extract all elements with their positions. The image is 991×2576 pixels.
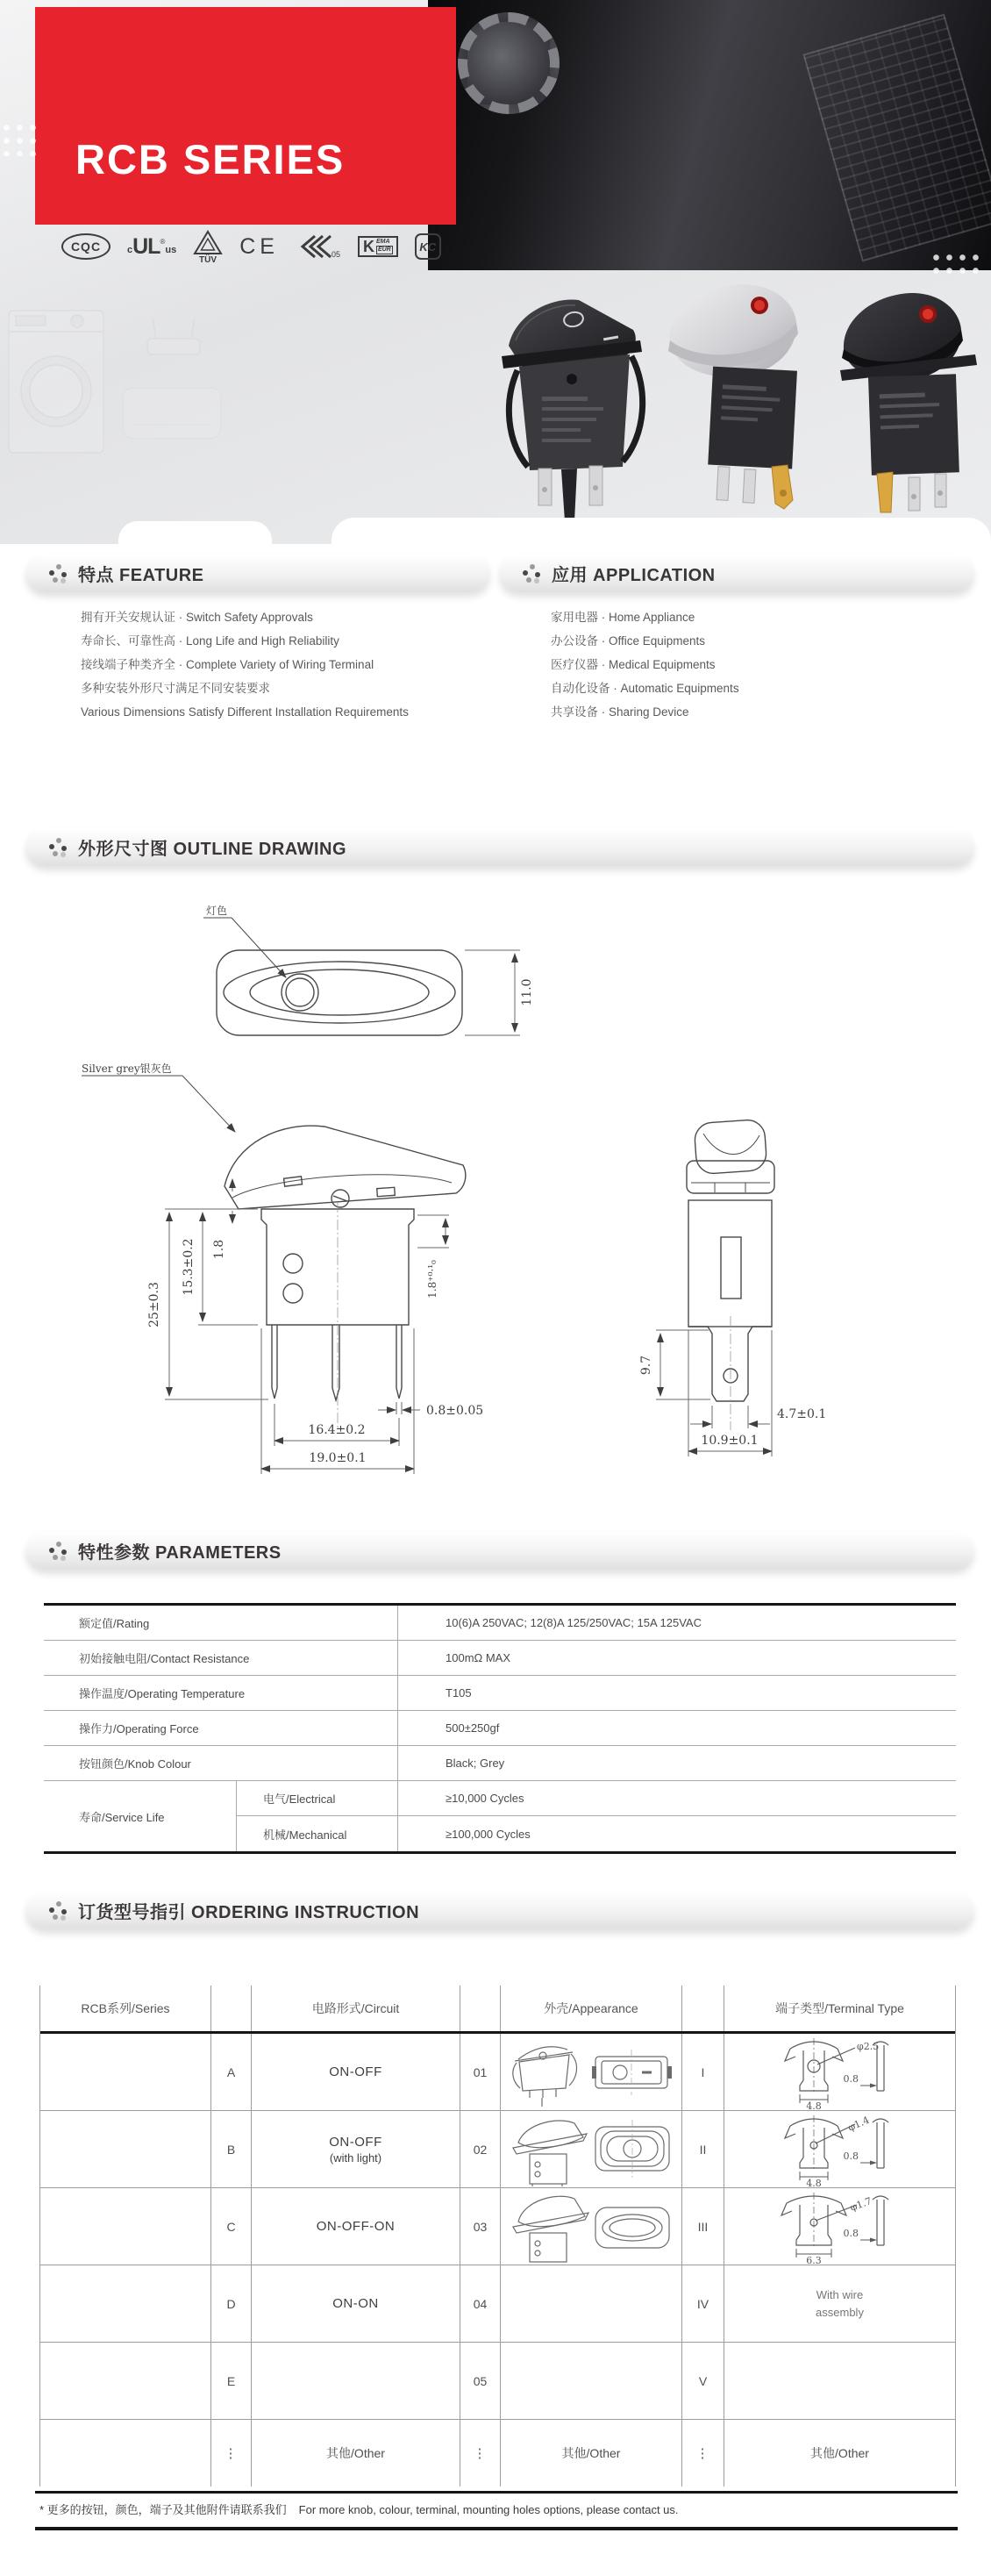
top-view-drawing xyxy=(217,950,462,1035)
table-row xyxy=(40,2034,955,2111)
series-cell xyxy=(40,2111,211,2187)
dim-97: 9.7 xyxy=(639,1355,653,1376)
parameters-title: 特性参数 PARAMETERS xyxy=(78,1542,282,1563)
table-header-row xyxy=(40,1986,955,2034)
code-cell: D xyxy=(211,2265,252,2342)
cert-cqc-logo: CQC xyxy=(61,233,111,260)
num-cell: 01 xyxy=(460,2034,501,2110)
feature-list xyxy=(81,605,409,724)
table-row xyxy=(40,2265,955,2343)
svg-text:φ2.5: φ2.5 xyxy=(856,2040,879,2052)
appearance-cell xyxy=(501,2111,682,2187)
table-row xyxy=(44,1711,956,1746)
gear-photo xyxy=(458,12,560,114)
series-cell xyxy=(40,2188,211,2265)
application-section-header xyxy=(500,555,973,591)
param-value: 100mΩ MAX xyxy=(446,1651,511,1664)
feature-item: 接线端子种类齐全 · Complete Variety of Wiring Terminal xyxy=(81,658,374,671)
feature-item: Various Dimensions Satisfy Different Installation Requirements xyxy=(81,705,409,719)
series-cell xyxy=(40,2265,211,2342)
param-label: 操作力/Operating Force xyxy=(44,1711,398,1745)
svg-text:05: 05 xyxy=(331,250,340,259)
appearance-cell xyxy=(501,2265,682,2342)
footer-rule-bottom xyxy=(35,2527,958,2530)
appearance-drawing-on-off-on xyxy=(508,2190,674,2264)
table-row xyxy=(237,1816,956,1851)
param-label: 初始接触电阻/Contact Resistance xyxy=(44,1641,398,1675)
roman-cell: II xyxy=(682,2111,724,2187)
svg-text:0.8: 0.8 xyxy=(843,2227,859,2239)
table-row xyxy=(44,1746,956,1781)
parameters-section-header xyxy=(26,1532,973,1569)
circuit-cell: ON-OFF-ON xyxy=(252,2188,460,2265)
parameters-table xyxy=(44,1603,956,1854)
cert-logos-row xyxy=(61,228,441,265)
dots-icon xyxy=(49,1901,67,1919)
table-row xyxy=(44,1676,956,1711)
service-life-rows xyxy=(44,1781,956,1851)
appearance-drawing-with-light xyxy=(508,2113,674,2186)
switch-photo-grey xyxy=(663,279,831,528)
ordering-table xyxy=(39,1986,956,2487)
num-cell: 04 xyxy=(460,2265,501,2342)
dim-109: 10.9±0.1 xyxy=(701,1434,759,1448)
table-row xyxy=(237,1781,956,1816)
cert-enec-logo xyxy=(296,233,341,260)
param-value: T105 xyxy=(446,1686,472,1699)
param-sublabel: 电气/Electrical xyxy=(237,1781,398,1815)
terminal-drawing-1 xyxy=(774,2035,906,2110)
dots-icon xyxy=(49,1542,67,1559)
dim-164: 16.4±0.2 xyxy=(308,1423,366,1437)
col-header-circuit: 电路形式/Circuit xyxy=(252,1986,460,2031)
appearance-cell xyxy=(501,2188,682,2265)
hero-photo-band xyxy=(428,0,991,270)
application-item: 家用电器 · Home Appliance xyxy=(551,611,695,624)
param-value: Black; Grey xyxy=(446,1757,505,1770)
col-header-appearance: 外壳/Appearance xyxy=(501,1986,682,2031)
dim-153: 15.3±0.2 xyxy=(182,1238,196,1296)
col-header-series: RCB系列/Series xyxy=(40,1986,211,2031)
application-item: 自动化设备 · Automatic Equipments xyxy=(551,682,739,695)
param-value: 10(6)A 250VAC; 12(8)A 125/250VAC; 15A 125VAC xyxy=(446,1616,702,1629)
table-row xyxy=(44,1606,956,1641)
circuit-cell xyxy=(252,2343,460,2419)
param-value: ≥100,000 Cycles xyxy=(446,1827,531,1841)
dots-icon xyxy=(49,564,67,582)
feature-item: 多种安装外形尺寸满足不同安装要求 xyxy=(81,682,270,695)
hero-section xyxy=(0,0,991,544)
roman-cell: III xyxy=(682,2188,724,2265)
num-cell: ⋮ xyxy=(460,2420,501,2487)
code-cell: ⋮ xyxy=(211,2420,252,2487)
cert-ul-logo: c UL ® us xyxy=(127,234,177,259)
cert-ce-logo: CE xyxy=(239,233,279,259)
appearance-drawing-on-off xyxy=(508,2037,674,2107)
silver-grey-label: Silver grey银灰色 xyxy=(82,1063,172,1075)
application-title: 应用 APPLICATION xyxy=(552,565,716,585)
application-list xyxy=(551,605,739,724)
ordering-title: 订货型号指引 ORDERING INSTRUCTION xyxy=(78,1902,420,1922)
circuit-cell: ON-OFF (with light) xyxy=(252,2111,460,2187)
series-cell xyxy=(40,2343,211,2419)
application-item: 共享设备 · Sharing Device xyxy=(551,705,689,719)
cert-kc-logo: KC xyxy=(415,233,441,260)
series-title: RCB SERIES xyxy=(75,136,346,182)
terminal-cell xyxy=(724,2034,955,2110)
cert-kema-logo: K EMA EUR xyxy=(358,236,398,257)
roman-cell: I xyxy=(682,2034,724,2110)
appearance-cell xyxy=(501,2343,682,2419)
svg-text:6.3: 6.3 xyxy=(805,2254,822,2265)
roman-cell: ⋮ xyxy=(682,2420,724,2487)
table-row xyxy=(40,2343,955,2420)
col-header-num xyxy=(460,1986,501,2031)
col-header-code xyxy=(211,1986,252,2031)
ordering-section-header xyxy=(26,1892,973,1928)
footer-rule-top xyxy=(35,2491,958,2494)
series-banner xyxy=(35,7,456,225)
num-cell: 03 xyxy=(460,2188,501,2265)
dot-pattern-left xyxy=(0,121,40,156)
table-row xyxy=(44,1641,956,1676)
terminal-cell: With wire assembly xyxy=(816,2288,864,2319)
application-item: 医疗仪器 · Medical Equipments xyxy=(551,658,716,671)
code-cell: C xyxy=(211,2188,252,2265)
terminal-drawing-3 xyxy=(774,2189,906,2265)
dots-icon xyxy=(523,564,540,582)
svg-text:0.8: 0.8 xyxy=(843,2072,859,2085)
table-row xyxy=(40,2420,955,2487)
decor-panel-edge xyxy=(118,521,272,544)
circuit-cell: ON-ON xyxy=(252,2265,460,2342)
param-label: 按钮颜色/Knob Colour xyxy=(44,1746,398,1780)
circuit-board-photo xyxy=(802,14,991,262)
series-cell xyxy=(40,2420,211,2487)
dot-pattern-right xyxy=(930,251,984,281)
dim-08: 0.8±0.05 xyxy=(426,1404,484,1418)
feature-item: 拥有开关安规认证 · Switch Safety Approvals xyxy=(81,611,313,624)
col-header-roman xyxy=(682,1986,724,2031)
param-sublabel: 机械/Mechanical xyxy=(237,1816,398,1851)
table-row xyxy=(40,2111,955,2188)
param-label: 操作温度/Operating Temperature xyxy=(44,1676,398,1710)
roman-cell: V xyxy=(682,2343,724,2419)
series-cell xyxy=(40,2034,211,2110)
svg-text:4.8: 4.8 xyxy=(805,2100,822,2110)
code-cell: E xyxy=(211,2343,252,2419)
dim-18-tol: 1.8⁺⁰·¹₀ xyxy=(426,1260,438,1299)
num-cell: 05 xyxy=(460,2343,501,2419)
svg-text:4.8: 4.8 xyxy=(805,2177,822,2187)
svg-text:0.8: 0.8 xyxy=(843,2150,859,2162)
decor-panel-edge xyxy=(332,518,991,544)
terminal-drawing-2 xyxy=(774,2112,906,2187)
dim-18: 1.8 xyxy=(212,1239,226,1260)
terminal-cell xyxy=(724,2188,955,2265)
dim-11: 11.0 xyxy=(520,978,534,1006)
outline-section-header xyxy=(26,828,973,865)
appearance-cell: 其他/Other xyxy=(501,2420,682,2487)
terminal-cell xyxy=(724,2343,955,2419)
terminal-cell xyxy=(724,2111,955,2187)
dim-190: 19.0±0.1 xyxy=(309,1451,367,1465)
param-label: 寿命/Service Life xyxy=(44,1781,237,1851)
switch-photo-black-lamp xyxy=(835,286,991,528)
param-value: ≥10,000 Cycles xyxy=(446,1792,524,1805)
outline-drawing xyxy=(53,904,938,1492)
feature-item: 寿命长、可靠性高 · Long Life and High Reliability xyxy=(81,634,339,648)
code-cell: A xyxy=(211,2034,252,2110)
appearance-cell xyxy=(501,2034,682,2110)
dots-icon xyxy=(49,838,67,855)
lamp-colour-label: 灯色 xyxy=(206,905,228,917)
circuit-cell: ON-OFF xyxy=(252,2034,460,2110)
col-header-terminal: 端子类型/Terminal Type xyxy=(775,2001,904,2015)
dim-25: 25±0.3 xyxy=(147,1282,161,1327)
appliance-watermarks xyxy=(7,307,226,456)
table-row xyxy=(40,2188,955,2265)
code-cell: B xyxy=(211,2111,252,2187)
num-cell: 02 xyxy=(460,2111,501,2187)
outline-title: 外形尺寸图 OUTLINE DRAWING xyxy=(78,839,347,859)
svg-text:φ1.7: φ1.7 xyxy=(848,2194,873,2214)
cert-tuv-logo xyxy=(193,230,223,263)
svg-text:TÜV: TÜV xyxy=(199,255,217,263)
dim-47: 4.7±0.1 xyxy=(777,1407,827,1421)
terminal-cell: 其他/Other xyxy=(810,2446,869,2460)
param-value: 500±250gf xyxy=(446,1721,500,1735)
param-label: 额定值/Rating xyxy=(44,1606,398,1640)
feature-section-header xyxy=(26,555,489,591)
switch-photo-black xyxy=(484,286,659,528)
svg-text:φ1.4: φ1.4 xyxy=(845,2114,871,2134)
footer-note: * 更多的按钮，颜色，端子及其他附件请联系我们 For more knob, colour, terminal, mounting holes options, please contact us. xyxy=(39,2503,679,2516)
application-item: 办公设备 · Office Equipments xyxy=(551,634,706,648)
feature-title: 特点 FEATURE xyxy=(78,565,204,585)
roman-cell: IV xyxy=(682,2265,724,2342)
circuit-cell: 其他/Other xyxy=(252,2420,460,2487)
